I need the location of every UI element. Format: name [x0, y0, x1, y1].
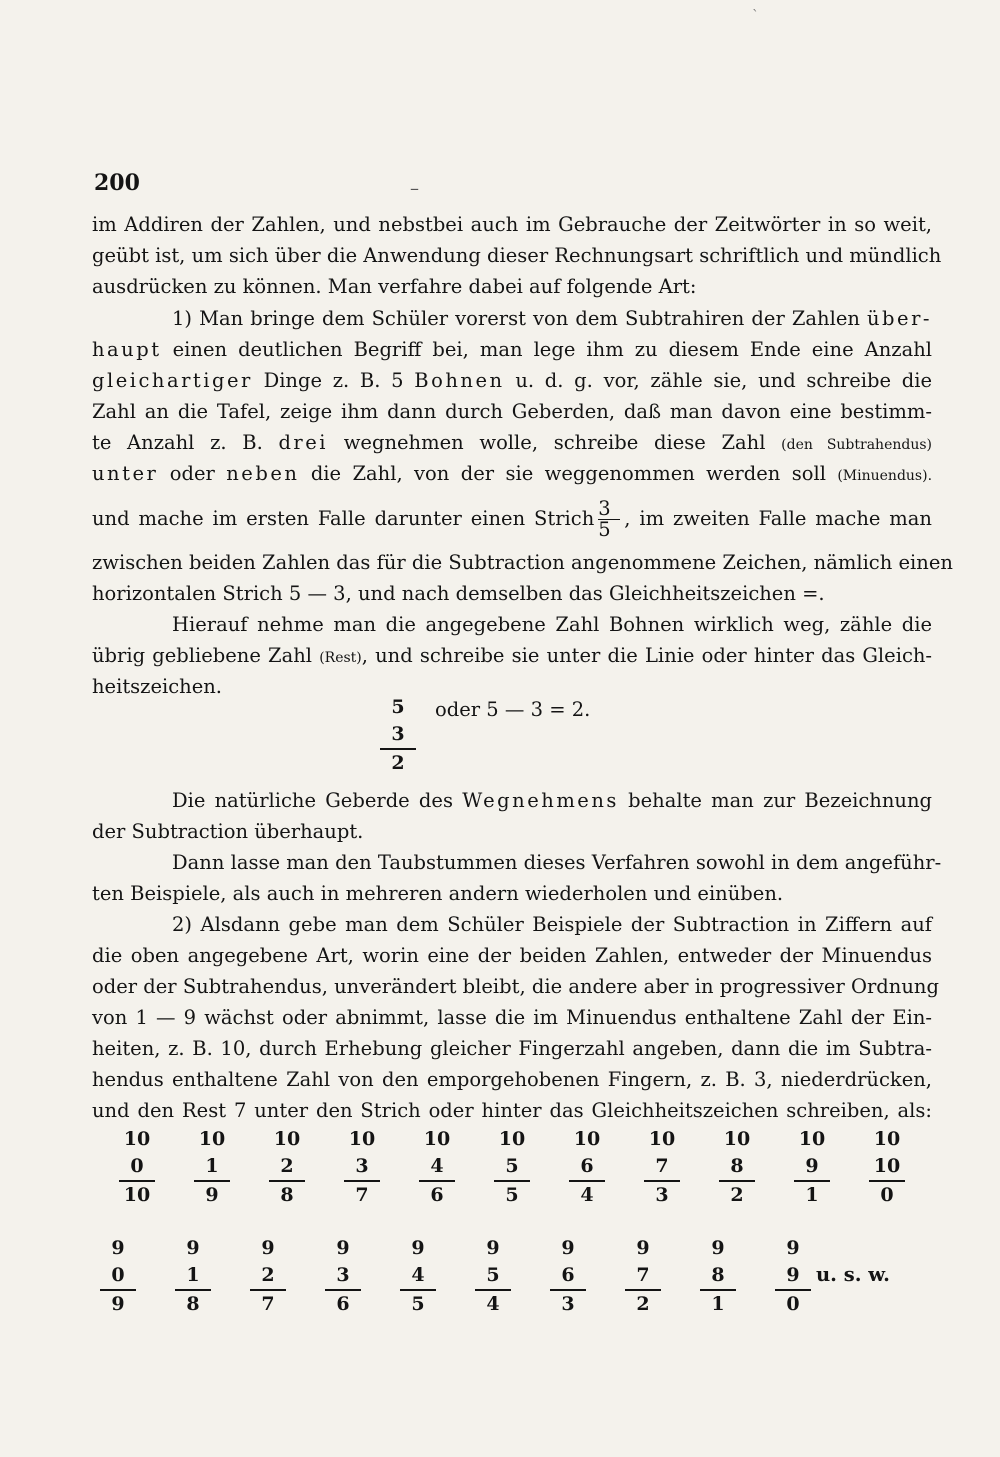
minuend: 9	[561, 1237, 575, 1259]
minuend: 10	[498, 1128, 526, 1150]
subtraction-fraction	[792, 1126, 832, 1209]
difference: 1	[711, 1293, 725, 1315]
subtrahend: 5	[486, 1264, 500, 1286]
subtraction-fraction	[173, 1235, 213, 1318]
minuend: 10	[648, 1128, 676, 1150]
minuend: 10	[423, 1128, 451, 1150]
difference: 9	[205, 1184, 219, 1206]
minuend: 9	[336, 1237, 350, 1259]
difference: 4	[486, 1293, 500, 1315]
minuend: 10	[873, 1128, 901, 1150]
subtraction-fraction	[567, 1126, 607, 1209]
text-line: ten Beispiele, als auch in mehreren andern wiederholen und einüben.	[92, 882, 784, 905]
text-line: 1) Man bringe dem Schüler vorerst von dem Subtrahiren der Zahlen über-	[172, 307, 932, 330]
difference: 3	[655, 1184, 669, 1206]
subtraction-fraction	[398, 1235, 438, 1318]
subtrahend: 5	[505, 1155, 519, 1177]
subtraction-fraction	[773, 1235, 813, 1318]
text-line: ausdrücken zu können. Man verfahre dabei auf folgende Art:	[92, 275, 697, 298]
minuend: 10	[198, 1128, 226, 1150]
subtraction-fraction	[417, 1126, 457, 1209]
minuend: 10	[123, 1128, 151, 1150]
difference: 9	[111, 1293, 125, 1315]
subtraction-fraction	[717, 1126, 757, 1209]
subtrahend: 8	[711, 1264, 725, 1286]
subtrahend: 4	[411, 1264, 425, 1286]
minuend: 9	[486, 1237, 500, 1259]
example-fraction: 5 3 2	[378, 694, 418, 777]
text-line: gleichartiger Dinge z. B. 5 Bohnen u. d. g. vor, zähle sie, und schreibe die	[92, 369, 932, 392]
difference: 0	[786, 1293, 800, 1315]
difference: 10	[123, 1184, 151, 1206]
minuend: 9	[261, 1237, 275, 1259]
inline-fraction: $\frac{3}{5}$	[598, 500, 620, 539]
text-line: Die natürliche Geberde des Wegnehmens behalte man zur Bezeichnung	[172, 789, 932, 812]
difference: 8	[280, 1184, 294, 1206]
difference: 6	[430, 1184, 444, 1206]
scan-mark: `	[752, 8, 759, 24]
text-line: haupt einen deutlichen Begriff bei, man lege ihm zu diesem Ende eine Anzahl	[92, 338, 933, 361]
minuend: 9	[186, 1237, 200, 1259]
subtrahend: 10	[873, 1155, 901, 1177]
header-dash: –	[410, 178, 419, 199]
difference: 2	[636, 1293, 650, 1315]
subtraction-fraction	[473, 1235, 513, 1318]
difference: 5	[505, 1184, 519, 1206]
subtraction-fraction	[642, 1126, 682, 1209]
subtraction-fraction	[492, 1126, 532, 1209]
text-line: die oben angegebene Art, worin eine der beiden Zahlen, entweder der Minuendus	[92, 944, 932, 967]
text-line: der Subtraction überhaupt.	[92, 820, 364, 843]
text-line: horizontalen Strich 5 — 3, und nach demselben das Gleichheitszeichen =.	[92, 582, 825, 605]
subtraction-fraction	[192, 1126, 232, 1209]
text-line: oder der Subtrahendus, unverändert bleibt, die andere aber in progressiver Ordnung	[92, 975, 939, 998]
text-line: von 1 — 9 wächst oder abnimmt, lasse die im Minuendus enthaltene Zahl der Ein-	[92, 1006, 932, 1029]
minuend: 9	[111, 1237, 125, 1259]
subtrahend: 0	[130, 1155, 144, 1177]
difference: 2	[730, 1184, 744, 1206]
difference: 8	[186, 1293, 200, 1315]
example-equation: oder 5 — 3 = 2.	[435, 698, 591, 721]
subtraction-fraction	[323, 1235, 363, 1318]
subtraction-fraction	[98, 1235, 138, 1318]
text-line: Hierauf nehme man die angegebene Zahl Bohnen wirklich weg, zähle die	[172, 613, 932, 636]
subtrahend: 3	[336, 1264, 350, 1286]
subtrahend: 1	[186, 1264, 200, 1286]
difference: 1	[805, 1184, 819, 1206]
subtrahend: 8	[730, 1155, 744, 1177]
subtrahend: 2	[261, 1264, 275, 1286]
subtrahend: 4	[430, 1155, 444, 1177]
difference: 4	[580, 1184, 594, 1206]
minuend: 10	[798, 1128, 826, 1150]
subtraction-fraction	[698, 1235, 738, 1318]
usw-text: u. s. w.	[816, 1263, 890, 1286]
text-line: te Anzahl z. B. drei wegnehmen wolle, schreibe diese Zahl (den Subtrahendus)	[92, 431, 932, 454]
page-number: 200	[94, 170, 140, 196]
difference: 5	[411, 1293, 425, 1315]
subtraction-fraction	[117, 1126, 157, 1209]
text-line: unter oder neben die Zahl, von der sie weggenommen werden soll (Minuendus).	[92, 462, 933, 485]
minuend: 10	[348, 1128, 376, 1150]
difference: 7	[355, 1184, 369, 1206]
text-line: heiten, z. B. 10, durch Erhebung gleicher Fingerzahl angeben, dann die im Subtra-	[92, 1037, 932, 1060]
minuend: 9	[711, 1237, 725, 1259]
text-line: Zahl an die Tafel, zeige ihm dann durch Geberden, daß man davon eine bestimm-	[92, 400, 932, 423]
subtraction-fraction	[623, 1235, 663, 1318]
difference: 0	[880, 1184, 894, 1206]
text-line: zwischen beiden Zahlen das für die Subtraction angenommene Zeichen, nämlich einen	[92, 551, 953, 574]
subtrahend: 7	[636, 1264, 650, 1286]
subtrahend: 6	[561, 1264, 575, 1286]
subtraction-fraction	[267, 1126, 307, 1209]
subtraction-fraction	[248, 1235, 288, 1318]
difference: 6	[336, 1293, 350, 1315]
subtraction-fraction	[548, 1235, 588, 1318]
subtrahend: 2	[280, 1155, 294, 1177]
text-line: im Addiren der Zahlen, und nebstbei auch im Gebrauche der Zeitwörter in so weit,	[92, 213, 932, 236]
minuend: 9	[636, 1237, 650, 1259]
minuend: 9	[411, 1237, 425, 1259]
minuend: 10	[573, 1128, 601, 1150]
text-line: und den Rest 7 unter den Strich oder hinter das Gleichheitszeichen schreiben, als:	[92, 1099, 932, 1122]
subtraction-fraction	[867, 1126, 907, 1209]
text-line: übrig gebliebene Zahl (Rest), und schreibe sie unter die Linie oder hinter das Gleich-	[92, 644, 933, 667]
difference: 7	[261, 1293, 275, 1315]
subtraction-fraction	[342, 1126, 382, 1209]
text-line: Dann lasse man den Taubstummen dieses Verfahren sowohl in dem angeführ-	[172, 851, 942, 874]
minuend: 10	[273, 1128, 301, 1150]
subtrahend: 3	[355, 1155, 369, 1177]
minuend: 9	[786, 1237, 800, 1259]
text-line: 2) Alsdann gebe man dem Schüler Beispiele der Subtraction in Ziffern auf	[172, 913, 932, 936]
text-line: heitszeichen.	[92, 675, 223, 698]
text-line: und mache im ersten Falle darunter einen Strich $\frac{3}{5}$ , im zweiten Falle mache man	[92, 497, 932, 541]
difference: 3	[561, 1293, 575, 1315]
subtrahend: 7	[655, 1155, 669, 1177]
subtrahend: 1	[205, 1155, 219, 1177]
subtrahend: 6	[580, 1155, 594, 1177]
subtrahend: 9	[786, 1264, 800, 1286]
subtrahend: 9	[805, 1155, 819, 1177]
minuend: 10	[723, 1128, 751, 1150]
text-line: hendus enthaltene Zahl von den emporgehobenen Fingern, z. B. 3, niederdrücken,	[92, 1068, 932, 1091]
subtrahend: 0	[111, 1264, 125, 1286]
text-line: geübt ist, um sich über die Anwendung dieser Rechnungsart schriftlich und mündlich	[92, 244, 942, 267]
